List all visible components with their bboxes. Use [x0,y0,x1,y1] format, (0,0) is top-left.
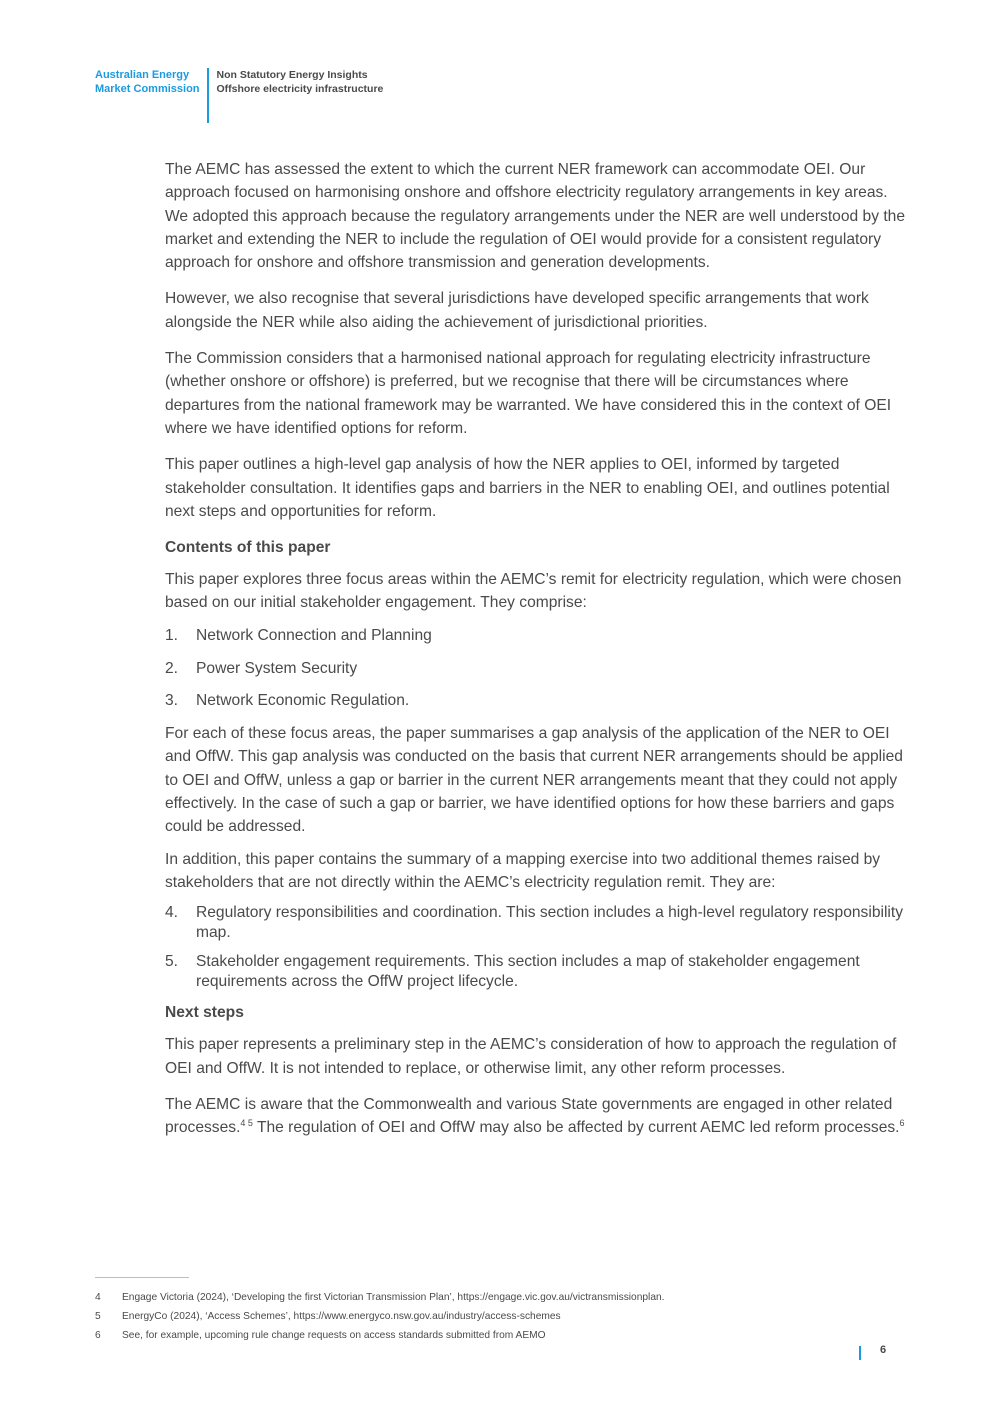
paragraph-9 [165,1093,910,1140]
list-number: 2. [165,659,179,677]
header-divider [207,68,209,123]
org-line-1: Australian Energy [95,69,190,81]
document-title [217,68,384,123]
paragraph-1: The AEMC has assessed the extent to which the current NER framework can accommodate OEI. Our approach focused on harmonising onshore and offshore electricity regulatory arrangements in key areas. We adopted this approach because the regulatory arrangements under the NER are well understood by the market and extending the NER to include the regulation of OEI would provide for a consistent regulatory approach for onshore and offshore transmission and generation developments. [165,161,906,272]
footnote [95,1288,915,1307]
footnote-ref-6: 6 [899,1117,905,1128]
organisation-name [95,68,207,123]
list-text: Network Economic Regulation. [196,692,410,710]
paragraph-4: This paper outlines a high-level gap analysis of how the NER applies to OEI, informed by targeted stakeholder consultation. It identifies gaps and barriers in the NER to enabling OEI, and outlines potential next steps and opportunities for reform. [165,456,890,520]
list-item [165,903,910,943]
footnote-divider [95,1277,189,1278]
list-item [165,657,910,680]
footnote-text: See, for example, upcoming rule change requests on access standards submitted from AEMO [122,1330,546,1341]
paragraph-3: The Commission considers that a harmonised national approach for regulating electricity infrastructure (whether onshore or offshore) is preferred, but we recognise that there will be circumstances where departures from the national framework may be warranted. We have considered this in the context of OEI where we have identified options for reform. [165,350,892,437]
paragraph-5: This paper explores three focus areas within the AEMC’s remit for electricity regulation, which were chosen based on our initial stakeholder engagement. They comprise: [165,571,902,612]
doc-line-1: Non Statutory Energy Insights [216,69,368,81]
org-line-2: Market Commission [95,83,200,95]
doc-line-2: Offshore electricity infrastructure [216,83,384,95]
list-text: Network Connection and Planning [196,626,432,644]
heading-next-steps: Next steps [165,1004,244,1022]
footnote [95,1326,915,1345]
paragraph-9-part-2: The regulation of OEI and OffW may also be affected by current AEMC led reform processes. [252,1119,900,1137]
page-number-marker [859,1346,861,1360]
paragraph-8: This paper represents a preliminary step in the AEMC’s consideration of how to approach the regulation of OEI and OffW. It is not intended to replace, or otherwise limit, any other reform processes. [165,1036,897,1077]
list-text: Power System Security [196,659,358,677]
list-number: 5. [165,953,179,971]
page-number: 6 [880,1344,887,1356]
body-text [165,158,910,1152]
footnote-number: 5 [95,1311,101,1322]
paragraph-2: However, we also recognise that several jurisdictions have developed specific arrangements that work alongside the NER while also aiding the achievement of jurisdictional priorities. [165,290,869,331]
list-item [165,689,910,712]
footnote-text: EnergyCo (2024), ‘Access Schemes’, https://www.energyco.nsw.gov.au/industry/access-schemes [122,1311,561,1322]
focus-areas-list [165,624,910,713]
themes-list [165,903,910,992]
paragraph-6: For each of these focus areas, the paper summarises a gap analysis of the application of the NER to OEI and OffW. This gap analysis was conducted on the basis that current NER arrangements should be applied to OEI and OffW, unless a gap or barrier in the current NER arrangements meant that they could not apply effectively. In the case of such a gap or barrier, we have identified options for how these barriers and gaps could be addressed. [165,725,903,836]
list-item [165,624,910,647]
list-text: Stakeholder engagement requirements. This section includes a map of stakeholder engagement requirements across the OffW project lifecycle. [196,953,860,991]
list-number: 4. [165,904,179,922]
list-number: 1. [165,626,179,644]
heading-contents: Contents of this paper [165,539,331,557]
paragraph-7: In addition, this paper contains the summary of a mapping exercise into two additional themes raised by stakeholders that are not directly within the AEMC’s electricity regulation remit. They are: [165,850,881,891]
footnote-text: Engage Victoria (2024), ‘Developing the first Victorian Transmission Plan’, https://engage.vic.gov.au/victransmissionplan. [122,1292,665,1303]
footnote [95,1307,915,1326]
footnotes [95,1288,915,1345]
paragraph-9-part-1: The AEMC is aware that the Commonwealth and various State governments are engaged in other related processes. [165,1095,893,1137]
page-header [95,68,383,123]
list-item [165,952,910,992]
list-number: 3. [165,692,179,710]
footnote-ref-4-5: 4 5 [240,1117,253,1128]
list-text: Regulatory responsibilities and coordination. This section includes a high-level regulatory responsibility map. [196,904,904,942]
footnote-number: 6 [95,1330,101,1341]
footnote-number: 4 [95,1292,101,1303]
